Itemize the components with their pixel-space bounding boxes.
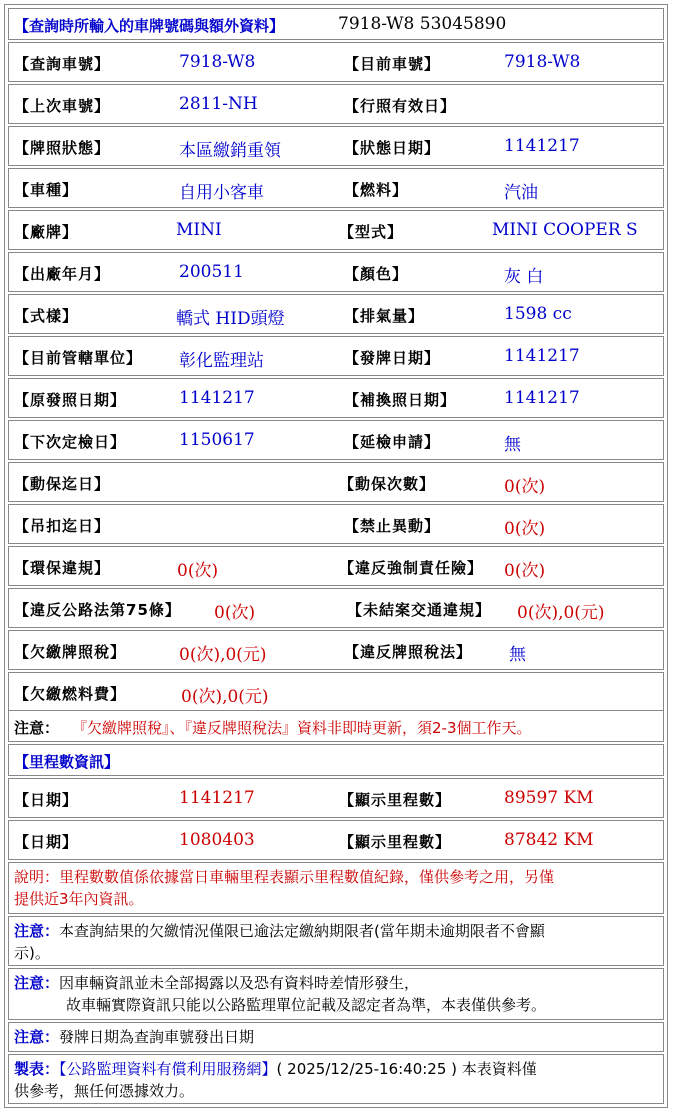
header-query: 7918-W8 53045890 bbox=[338, 14, 507, 34]
field-label: 【未結案交通違規】 bbox=[347, 601, 492, 619]
field-value: 200511 bbox=[179, 262, 244, 282]
mileage-row bbox=[8, 778, 664, 818]
mileage-date-value: 1080403 bbox=[179, 830, 255, 850]
field-value: MINI bbox=[176, 220, 222, 240]
field-value: 彰化監理站 bbox=[179, 351, 264, 371]
header-title: 【查詢時所輸入的車牌號碼與額外資料】 bbox=[14, 17, 285, 35]
mileage-date-label: 【日期】 bbox=[14, 791, 79, 809]
field-value: 0(次),0(元) bbox=[181, 687, 269, 707]
field-label: 【發牌日期】 bbox=[344, 349, 441, 367]
field-label: 【行照有效日】 bbox=[344, 97, 457, 115]
field-value: 7918-W8 bbox=[179, 52, 256, 72]
field-value: 轎式 HID頭燈 bbox=[176, 309, 285, 329]
mileage-km-value: 89597 KM bbox=[504, 788, 594, 808]
field-label: 【補換照日期】 bbox=[344, 391, 457, 409]
info-row bbox=[8, 42, 664, 82]
field-label: 【車種】 bbox=[14, 181, 79, 199]
mileage-date-label: 【日期】 bbox=[14, 833, 79, 851]
mileage-title-row bbox=[8, 744, 664, 776]
field-value: 汽油 bbox=[504, 183, 538, 203]
field-value: 無 bbox=[504, 435, 521, 455]
field-label: 【違反公路法第75條】 bbox=[14, 601, 181, 619]
info-row bbox=[8, 546, 664, 586]
field-value: 1141217 bbox=[504, 136, 580, 156]
info-row bbox=[8, 588, 664, 628]
info-row bbox=[8, 336, 664, 376]
field-label: 【式樣】 bbox=[14, 307, 79, 325]
notice-prefix: 注意： bbox=[14, 922, 60, 940]
field-value: 7918-W8 bbox=[504, 52, 581, 72]
field-label: 【顏色】 bbox=[344, 265, 409, 283]
footer bbox=[14, 1058, 658, 1102]
info-row bbox=[8, 378, 664, 418]
mileage-date-value: 1141217 bbox=[179, 788, 255, 808]
notice-line1: 因車輛資訊並未全部揭露以及恐有資料時差情形發生， bbox=[59, 974, 420, 992]
field-label: 【原發照日期】 bbox=[14, 391, 127, 409]
field-label: 【狀態日期】 bbox=[344, 139, 441, 157]
notice-line1: 本查詢結果的欠繳情況僅限已逾法定繳納期限者(當年期未逾期限者不會顯 bbox=[59, 922, 545, 940]
field-label: 【排氣量】 bbox=[344, 307, 425, 325]
footer-line1: ( 2025/12/25-16:40:25 ) 本表資料僅 bbox=[276, 1060, 537, 1078]
header-row bbox=[8, 8, 664, 40]
mileage-km-label: 【顯示里程數】 bbox=[339, 791, 452, 809]
field-label: 【禁止異動】 bbox=[344, 517, 441, 535]
field-label: 【廠牌】 bbox=[14, 223, 79, 241]
notice-disclosure bbox=[14, 972, 658, 1016]
info-row bbox=[8, 294, 664, 334]
info-row bbox=[8, 210, 664, 250]
field-value: 本區繳銷重領 bbox=[179, 141, 281, 161]
field-value: 0(次),0(元) bbox=[179, 645, 267, 665]
field-value: 0(次) bbox=[177, 561, 219, 581]
field-label: 【違反強制責任險】 bbox=[339, 559, 484, 577]
explain-line1: 說明：里程數數值係依據當日車輛里程表顯示里程數值紀錄，僅供參考之用，另僅 bbox=[14, 868, 555, 886]
notice-line2: 故車輛實際資訊只能以公路監理單位記載及認定者為準，本表僅供參考。 bbox=[66, 996, 547, 1014]
field-value: 1141217 bbox=[179, 388, 255, 408]
field-label: 【違反牌照稅法】 bbox=[344, 643, 473, 661]
field-label: 【吊扣迄日】 bbox=[14, 517, 111, 535]
mileage-explain bbox=[14, 866, 658, 910]
info-row bbox=[8, 462, 664, 502]
mileage-km-label: 【顯示里程數】 bbox=[339, 833, 452, 851]
vehicle-report bbox=[4, 4, 668, 1108]
notice-prefix: 注意： bbox=[14, 1028, 60, 1046]
field-value: 0(次) bbox=[504, 477, 546, 497]
field-label: 【動保迄日】 bbox=[14, 475, 111, 493]
field-label: 【下次定檢日】 bbox=[14, 433, 127, 451]
field-value: 自用小客車 bbox=[179, 183, 264, 203]
info-row bbox=[8, 84, 664, 124]
footer-line2: 供參考，無任何憑據效力。 bbox=[14, 1082, 195, 1100]
field-value: 0(次) bbox=[504, 519, 546, 539]
info-row bbox=[8, 672, 664, 712]
field-label: 【動保次數】 bbox=[339, 475, 436, 493]
field-label: 【延檢申請】 bbox=[344, 433, 441, 451]
notice-issue-date bbox=[14, 1026, 658, 1048]
field-label: 【牌照狀態】 bbox=[14, 139, 111, 157]
field-label: 【目前車號】 bbox=[344, 55, 441, 73]
notice-issue-date-row bbox=[8, 1022, 664, 1052]
field-value: 1150617 bbox=[179, 430, 255, 450]
field-label: 【燃料】 bbox=[344, 181, 409, 199]
field-value: 無 bbox=[509, 645, 526, 665]
explain-line2: 提供近3年內資訊。 bbox=[14, 890, 144, 908]
info-row bbox=[8, 420, 664, 460]
field-label: 【型式】 bbox=[339, 223, 404, 241]
notice-prefix: 注意： bbox=[14, 974, 60, 992]
info-row bbox=[8, 168, 664, 208]
footer-row bbox=[8, 1054, 664, 1104]
field-value: MINI COOPER S bbox=[492, 220, 638, 240]
info-row bbox=[8, 252, 664, 292]
notice-line2: 示)。 bbox=[14, 944, 50, 962]
footer-service: 【公路監理資料有償利用服務網】 bbox=[59, 1060, 277, 1078]
field-label: 【欠繳燃料費】 bbox=[14, 685, 127, 703]
notice-disclosure-row bbox=[8, 968, 664, 1020]
field-value: 0(次) bbox=[504, 561, 546, 581]
field-value: 2811-NH bbox=[179, 94, 258, 114]
mileage-explain-row bbox=[8, 862, 664, 914]
field-label: 【環保違規】 bbox=[14, 559, 111, 577]
mileage-title: 【里程數資訊】 bbox=[14, 753, 120, 771]
field-label: 【查詢車號】 bbox=[14, 55, 111, 73]
field-label: 【上次車號】 bbox=[14, 97, 111, 115]
notice-text: 發牌日期為查詢車號發出日期 bbox=[59, 1028, 255, 1046]
field-value: 1598 cc bbox=[504, 304, 572, 324]
field-value: 0(次),0(元) bbox=[517, 603, 605, 623]
field-value: 灰 白 bbox=[504, 267, 544, 287]
field-value: 1141217 bbox=[504, 388, 580, 408]
field-value: 1141217 bbox=[504, 346, 580, 366]
field-label: 【目前管轄單位】 bbox=[14, 349, 143, 367]
info-row bbox=[8, 504, 664, 544]
info-row bbox=[8, 630, 664, 670]
notice-overdue bbox=[14, 920, 658, 964]
mileage-row bbox=[8, 820, 664, 860]
mileage-km-value: 87842 KM bbox=[504, 830, 594, 850]
field-label: 【欠繳牌照稅】 bbox=[14, 643, 127, 661]
notice-tax-row bbox=[8, 710, 664, 742]
field-label: 【出廠年月】 bbox=[14, 265, 111, 283]
footer-prefix: 製表： bbox=[14, 1060, 60, 1078]
notice-overdue-row bbox=[8, 916, 664, 966]
field-value: 0(次) bbox=[214, 603, 256, 623]
notice-prefix: 注意： bbox=[14, 719, 60, 737]
info-row bbox=[8, 126, 664, 166]
notice-text: 『欠繳牌照稅』、『違反牌照稅法』資料非即時更新，須2-3個工作天。 bbox=[72, 719, 532, 737]
